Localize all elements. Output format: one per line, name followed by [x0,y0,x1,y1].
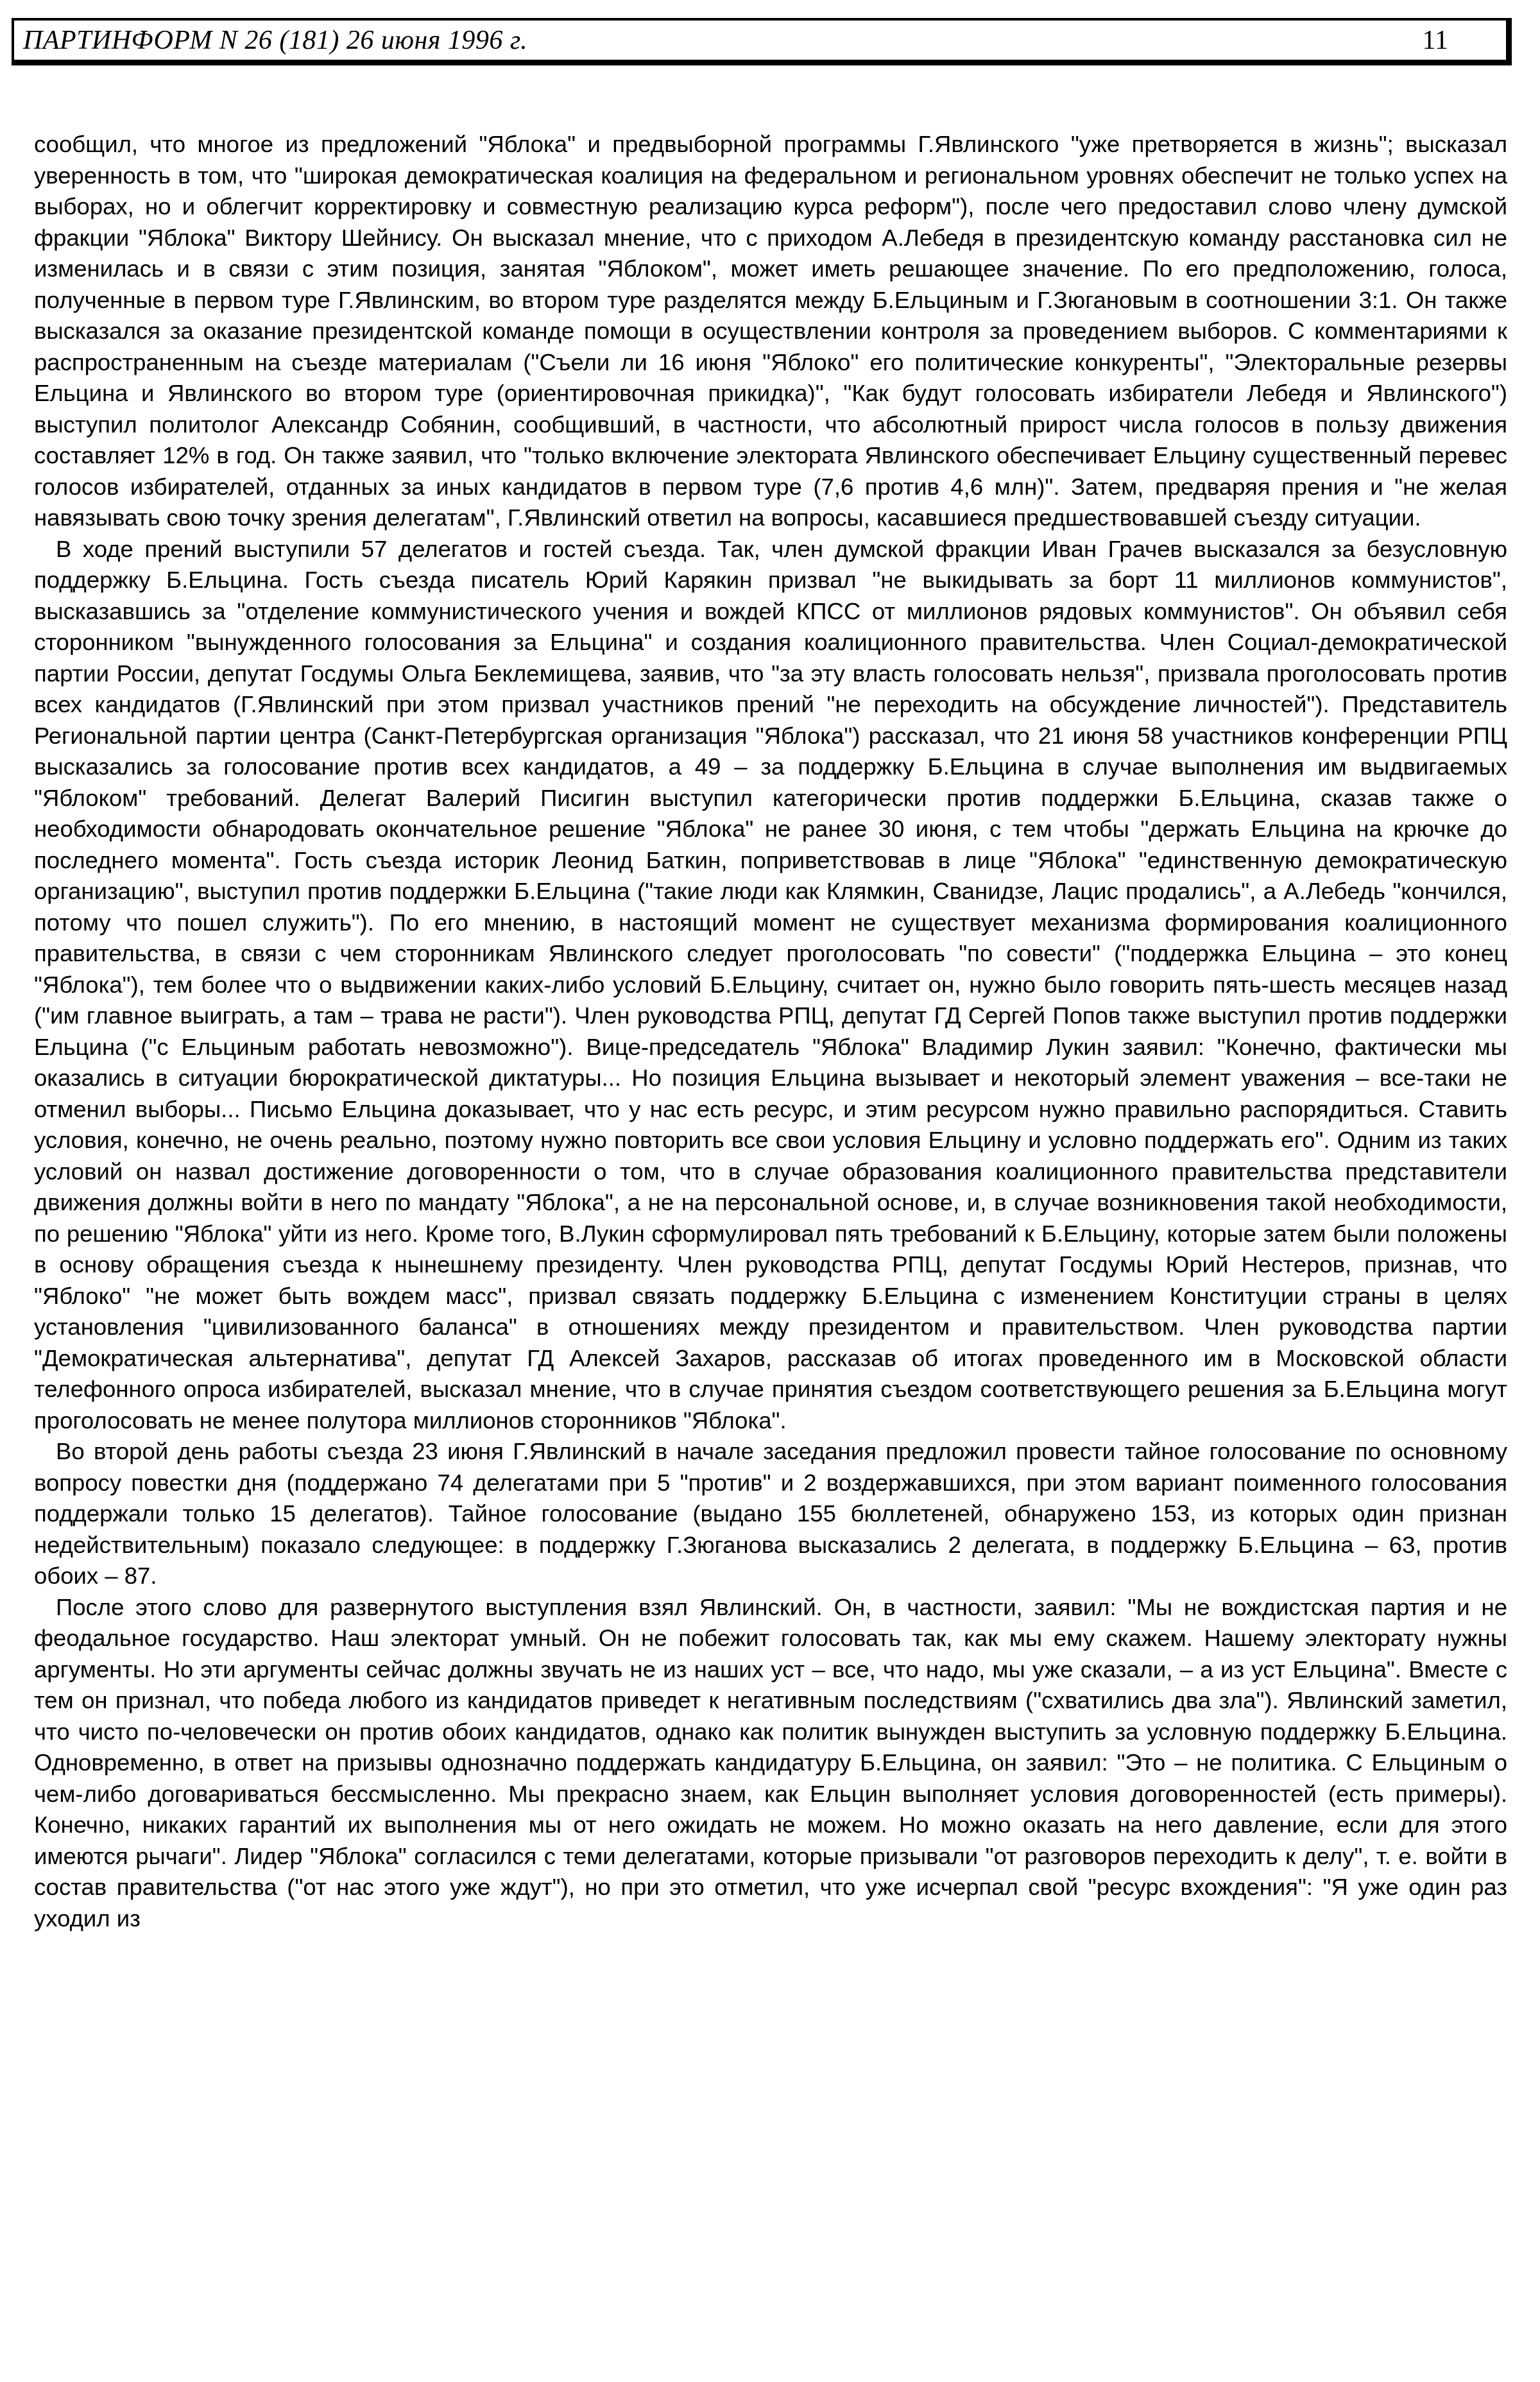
article-body [34,129,1507,2298]
article-paragraph: В ходе прений выступили 57 делегатов и гостей съезда. Так, член думской фракции Иван Грачев высказался за безусловную поддержку Б.Ельцина. Гость съезда писатель Юрий Карякин призвал "не выкидывать за борт 11 миллионов коммунистов", высказавшись за "отделение коммунистического учения и вождей КПСС от миллионов рядовых коммунистов". Он объявил себя сторонником "вынужденного голосования за Ельцина" и создания коалиционного правительства. Член Социал-демократической партии России, депутат Госдумы Ольга Беклемищева, заявив, что "за эту власть голосовать нельзя", призвала проголосовать против всех кандидатов (Г.Явлинский при этом призвал участников прений "не переходить на обсуждение личностей"). Представитель Региональной партии центра (Санкт-Петербургская организация "Яблока") рассказал, что 21 июня 58 участников конференции РПЦ высказались за голосование против всех кандидатов, а 49 – за поддержку Б.Ельцина в случае выполнения им выдвигаемых "Яблоком" требований. Делегат Валерий Писигин выступил категорически против поддержки Б.Ельцина, сказав также о необходимости обнародовать окончательное решение "Яблока" не ранее 30 июня, с тем чтобы "держать Ельцина на крючке до последнего момента". Гость съезда историк Леонид Баткин, поприветствовав в лице "Яблока" "единственную демократическую организацию", выступил против поддержки Б.Ельцина ("такие люди как Клямкин, Сванидзе, Лацис продались", а А.Лебедь "кончился, потому что пошел служить"). По его мнению, в настоящий момент не существует механизма формирования коалиционного правительства, в связи с чем сторонникам Явлинского следует проголосовать "по совести" ("поддержка Ельцина – это конец "Яблока"), тем более что о выдвижении каких-либо условий Б.Ельцину, считает он, нужно было говорить пять-шесть месяцев назад ("им главное выиграть, а там – трава не расти"). Член руководства РПЦ, депутат ГД Сергей Попов также выступил против поддержки Ельцина ("с Ельциным работать невозможно"). Вице-председатель "Яблока" Владимир Лукин заявил: "Конечно, фактически мы оказались в ситуации бюрократической диктатуры... Но позиция Ельцина вызывает и некоторый элемент уважения – все-таки не отменил выборы... Письмо Ельцина доказывает, что у нас есть ресурс, и этим ресурсом нужно правильно распорядиться. Ставить условия, конечно, не очень реально, поэтому нужно повторить все свои условия Ельцину и условно поддержать его". Одним из таких условий он назвал достижение договоренности о том, что в случае образования коалиционного правительства представители движения должны войти в него по мандату "Яблока", а не на персональной основе, и, в случае возникновения такой необходимости, по решению "Яблока" уйти из него. Кроме того, В.Лукин сформулировал пять требований к Б.Ельцину, которые затем были положены в основу обращения съезда к нынешнему президенту. Член руководства РПЦ, депутат Госдумы Юрий Нестеров, признав, что "Яблоко" "не может быть вождем масс", призвал связать поддержку Б.Ельцина с изменением Конституции страны в целях установления "цивилизованного баланса" в отношениях между президентом и правительством. Член руководства партии "Демократическая альтернатива", депутат ГД Алексей Захаров, рассказав об итогах проведенного им в Московской области телефонного опроса избирателей, высказал мнение, что в случае принятия съездом соответствующего решения за Б.Ельцина могут проголосовать не менее полутора миллионов сторонников "Яблока". [34,535,1507,1434]
publication-title: ПАРТИНФОРМ N 26 (181) 26 июня 1996 г. [23,25,528,55]
article-paragraph: сообщил, что многое из предложений "Яблока" и предвыборной программы Г.Явлинского "уже претворяется в жизнь"; высказал уверенность в том, что "широкая демократическая коалиция на федеральном и региональном уровнях обеспечит не только успех на выборах, но и облегчит корректировку и совместную реализацию курса реформ"), после чего предоставил слово члену думской фракции "Яблока" Виктору Шейнису. Он высказал мнение, что с приходом А.Лебедя в президентскую команду расстановка сил не изменилась и в связи с этим позиция, занятая "Яблоком", может иметь решающее значение. По его предположению, голоса, полученные в первом туре Г.Явлинским, во втором туре разделятся между Б.Ельциным и Г.Зюгановым в соотношении 3:1. Он также высказался за оказание президентской команде помощи в осуществлении контроля за проведением выборов. С комментариями к распространенным на съезде материалам ("Съели ли 16 июня "Яблоко" его политические конкуренты", "Электоральные резервы Ельцина и Явлинского во втором туре (ориентировочная прикидка)", "Как будут голосовать избиратели Лебедя и Явлинского") выступил политолог Александр Собянин, сообщивший, в частности, что абсолютный прирост числа голосов в пользу движения составляет 12% в год. Он также заявил, что "только включение электората Явлинского обеспечивает Ельцину существенный перевес голосов избирателей, отданных за иных кандидатов в первом туре (7,6 против 4,6 млн)". Затем, предваряя прения и "не желая навязывать свою точку зрения делегатам", Г.Явлинский ответил на вопросы, касавшиеся предшествовавшей съезду ситуации. [34,131,1507,531]
page-number: 11 [1422,25,1448,55]
article-paragraph: Во второй день работы съезда 23 июня Г.Явлинский в начале заседания предложил провести тайное голосование по основному вопросу повестки дня (поддержано 74 делегатами при 5 "против" и 2 воздержавшихся, при этом вариант поименного голосования поддержали только 15 делегатов). Тайное голосование (выдано 155 бюллетеней, обнаружено 153, из которых один признан недействительным) показало следующее: в поддержку Г.Зюганова высказались 2 делегата, в поддержку Б.Ельцина – 63, против обоих – 87. [34,1438,1507,1589]
page-header [12,18,1512,65]
article-paragraph: После этого слово для развернутого выступления взял Явлинский. Он, в частности, заявил: "Мы не вождистская партия и не феодальное государство. Наш электорат умный. Он не побежит голосовать так, как мы ему скажем. Нашему электорату нужны аргументы. Но эти аргументы сейчас должны звучать не из наших уст – все, что надо, мы уже сказали, – а из уст Ельцина". Вместе с тем он признал, что победа любого из кандидатов приведет к негативным последствиям ("схватились два зла"). Явлинский заметил, что чисто по-человечески он против обоих кандидатов, однако как политик вынужден выступить за условную поддержку Б.Ельцина. Одновременно, в ответ на призывы однозначно поддержать кандидатуру Б.Ельцина, он заявил: "Это – не политика. С Ельциным о чем-либо договариваться бессмысленно. Мы прекрасно знаем, как Ельцин выполняет условия договоренностей (есть примеры). Конечно, никаких гарантий их выполнения мы от него ожидать не можем. Но можно оказать на него давление, если для этого имеются рычаги". Лидер "Яблока" согласился с теми делегатами, которые призывали "от разговоров переходить к делу", т. е. войти в состав правительства ("от нас этого уже ждут"), но при это отметил, что уже исчерпал свой "ресурс вхождения": "Я уже один раз уходил из [34,1593,1507,1932]
